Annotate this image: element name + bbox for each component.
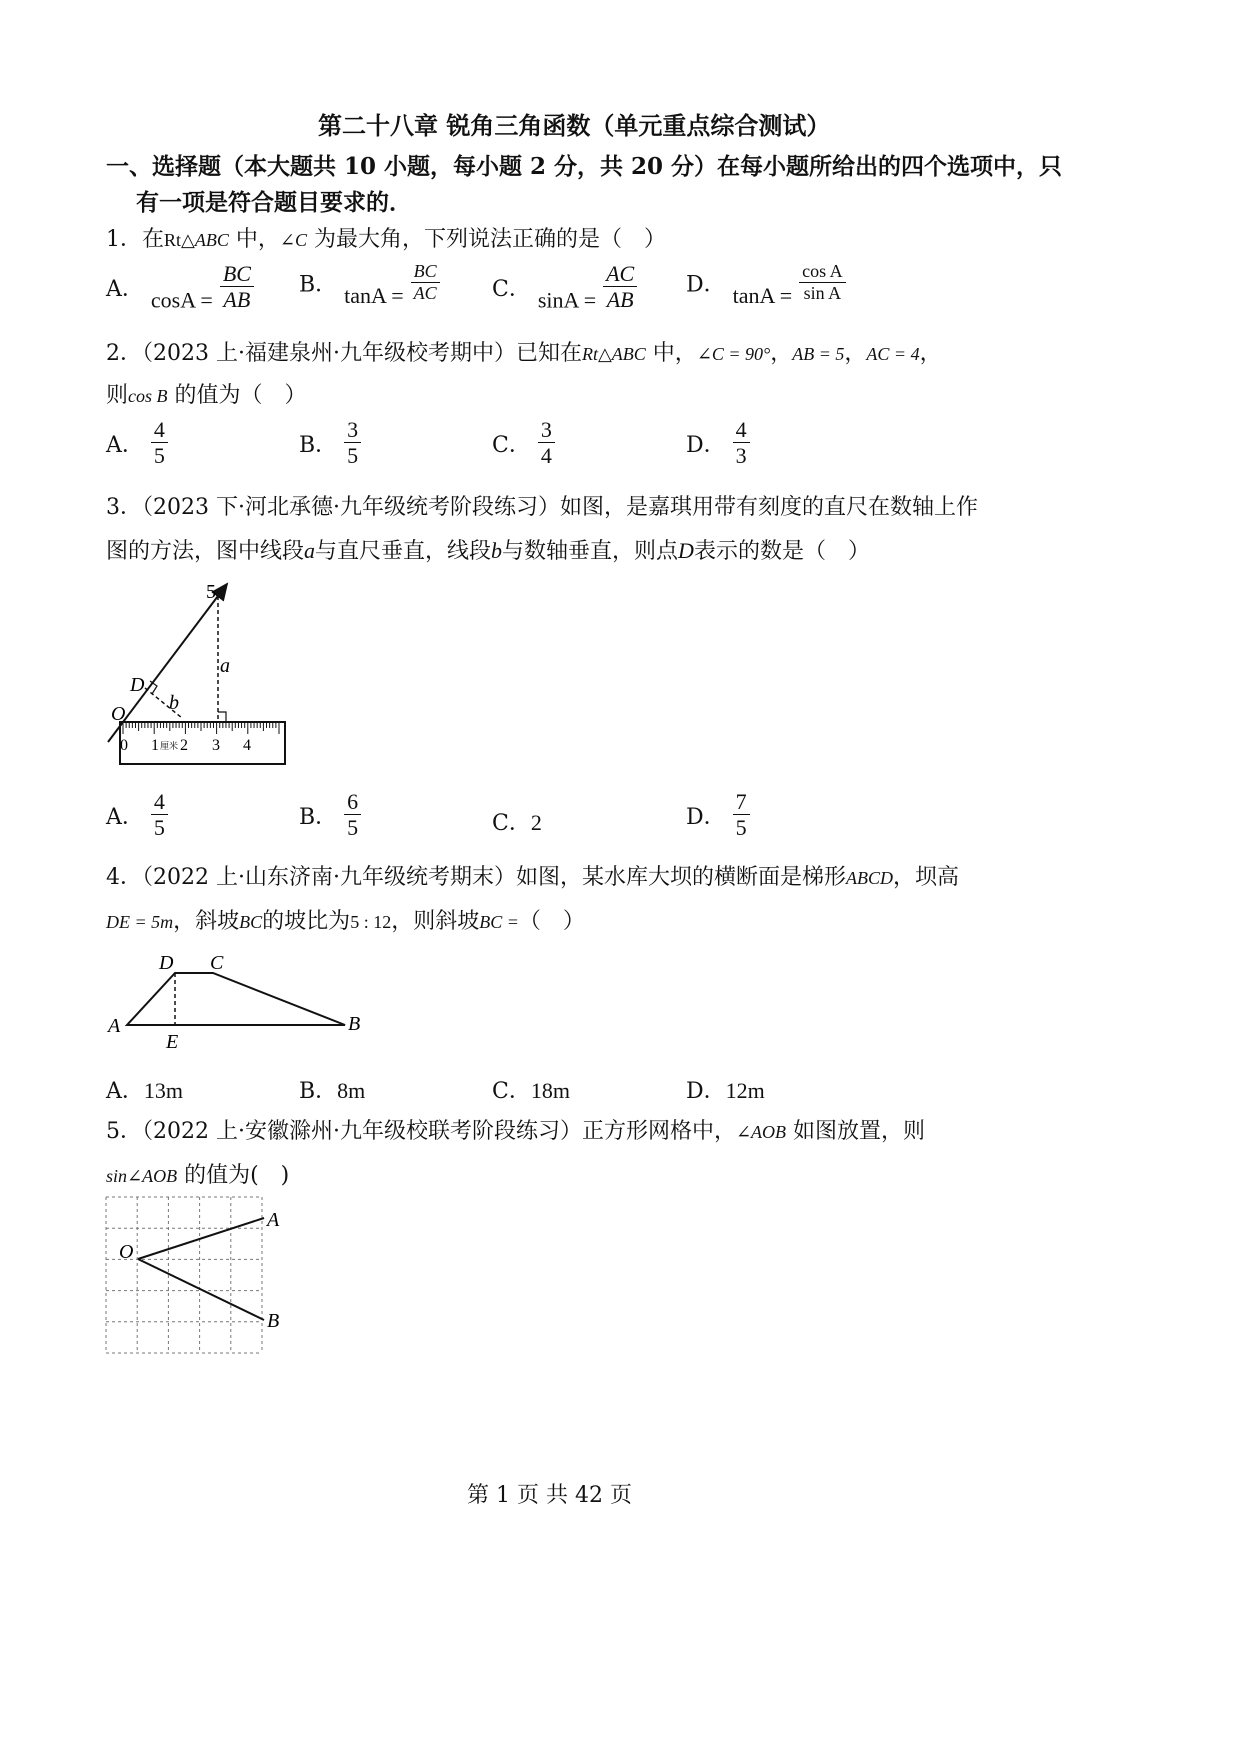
label-d: D bbox=[159, 952, 174, 974]
number-line bbox=[108, 584, 227, 742]
q2-option-c[interactable]: C． $\frac{3}{4}$ bbox=[492, 418, 555, 468]
question-3-stem-line1: 3．（2023 下·河北承德·九年级统考阶段练习）如图，是嘉琪用带有刻度的直尺在数轴上作 bbox=[106, 495, 978, 520]
ray-oa bbox=[138, 1218, 264, 1259]
square-grid-angle-figure bbox=[100, 1190, 300, 1360]
square-grid bbox=[106, 1197, 262, 1353]
q3-option-b[interactable]: B． $\frac{6}{5}$ bbox=[299, 790, 361, 840]
label-five: 5 bbox=[206, 581, 216, 603]
q3-option-c[interactable]: C．2 bbox=[492, 810, 542, 836]
fraction: $\frac{3}{5}$ bbox=[344, 418, 361, 468]
ray-ob bbox=[138, 1259, 264, 1320]
q3-option-d[interactable]: D． $\frac{7}{5}$ bbox=[686, 790, 750, 840]
q2-option-a[interactable]: A． $\frac{4}{5}$ bbox=[106, 418, 168, 468]
fraction: $\frac{4}{5}$ bbox=[151, 418, 168, 468]
question-3-stem-line2: 图的方法，图中线段a与直尺垂直，线段b与数轴垂直，则点D表示的数是（ ） bbox=[106, 538, 870, 564]
label-c: C bbox=[210, 952, 224, 974]
label-b: B bbox=[267, 1310, 280, 1332]
fraction: $\frac{7}{5}$ bbox=[733, 790, 750, 840]
label-b: B bbox=[348, 1013, 361, 1035]
fraction: $\frac{BC}{AB}$ bbox=[220, 262, 254, 312]
trapezoid-abcd bbox=[127, 973, 345, 1025]
question-2-stem-line1: 2．（2023 上·福建泉州·九年级校考期中）已知在Rt△ABC 中，∠C = 90°，AB = 5，AC = 4， bbox=[106, 341, 942, 366]
q2-option-b[interactable]: B． $\frac{3}{5}$ bbox=[299, 418, 361, 468]
question-2-stem-line2: 则cos B 的值为（ ） bbox=[106, 383, 307, 408]
label-a: A bbox=[108, 1015, 121, 1037]
q1-option-d[interactable]: D． tanA = $\frac{\text{cos A}}{\text{sin A}}$ bbox=[686, 262, 846, 309]
q4-option-d[interactable]: D．12m bbox=[686, 1078, 765, 1104]
q1-option-b[interactable]: B． tanA = $\frac{BC}{AC}$ bbox=[299, 262, 440, 309]
label-a: A bbox=[267, 1209, 280, 1231]
ruler-number-line-figure bbox=[100, 575, 300, 775]
tick-label-4: 4 bbox=[243, 737, 251, 754]
tick-unit: 厘米 bbox=[160, 741, 179, 751]
q4-option-c[interactable]: C．18m bbox=[492, 1078, 570, 1104]
q2-option-d[interactable]: D． $\frac{4}{3}$ bbox=[686, 418, 750, 468]
q1-option-a[interactable]: A． cosA = $\frac{BC}{AB}$ bbox=[106, 262, 254, 313]
label-b: b bbox=[169, 692, 179, 714]
ruler-ticks bbox=[123, 722, 279, 734]
label-o: O bbox=[119, 1241, 134, 1263]
q3-option-a[interactable]: A． $\frac{4}{5}$ bbox=[106, 790, 168, 840]
q4-option-b[interactable]: B．8m bbox=[299, 1078, 366, 1104]
q1-option-c[interactable]: C． sinA = $\frac{AC}{AB}$ bbox=[492, 262, 637, 313]
ruler bbox=[120, 722, 285, 764]
tick-label-1: 1 bbox=[151, 737, 159, 754]
question-4-stem-line1: 4．（2022 上·山东济南·九年级统考期末）如图，某水库大坝的横断面是梯形ABCD，坝高 bbox=[106, 865, 959, 890]
tick-label-2: 2 bbox=[180, 737, 188, 754]
label-a: a bbox=[220, 655, 230, 677]
fraction: $\frac{BC}{AC}$ bbox=[411, 262, 440, 303]
tick-label-0: 0 bbox=[120, 737, 128, 754]
fraction: $\frac{AC}{AB}$ bbox=[603, 262, 637, 312]
label-o: O bbox=[111, 703, 126, 725]
q4-option-a[interactable]: A．13m bbox=[106, 1078, 184, 1104]
page-footer: 第 1 页 共 42 页 bbox=[467, 1483, 632, 1508]
fraction: $\frac{\text{cos A}}{\text{sin A}}$ bbox=[799, 262, 846, 303]
fraction: $\frac{3}{4}$ bbox=[538, 418, 555, 468]
section-heading-line1: 一、选择题（本大题共 10 小题，每小题 2 分，共 20 分）在每小题所给出的四个选项中，只 bbox=[106, 153, 1063, 180]
question-1-stem: 1．在Rt△ABC 中，∠C 为最大角，下列说法正确的是（ ） bbox=[106, 227, 666, 252]
question-4-stem-line2: DE = 5m，斜坡BC的坡比为5 : 12，则斜坡BC =（ ） bbox=[106, 909, 585, 934]
tick-label-3: 3 bbox=[212, 737, 220, 754]
dam-trapezoid-figure bbox=[100, 945, 370, 1055]
label-d: D bbox=[130, 674, 145, 696]
fraction: $\frac{4}{5}$ bbox=[151, 790, 168, 840]
fraction: $\frac{4}{3}$ bbox=[733, 418, 750, 468]
label-e: E bbox=[166, 1031, 179, 1053]
question-5-stem-line2: sin∠AOB 的值为( ) bbox=[106, 1163, 290, 1188]
question-5-stem-line1: 5．（2022 上·安徽滁州·九年级校联考阶段练习）正方形网格中，∠AOB 如图放置，则 bbox=[106, 1119, 926, 1144]
page-title: 第二十八章 锐角三角函数（单元重点综合测试） bbox=[318, 111, 831, 140]
section-heading-line2: 有一项是符合题目要求的． bbox=[136, 189, 412, 216]
right-angle-mark-a bbox=[218, 712, 226, 722]
fraction: $\frac{6}{5}$ bbox=[344, 790, 361, 840]
